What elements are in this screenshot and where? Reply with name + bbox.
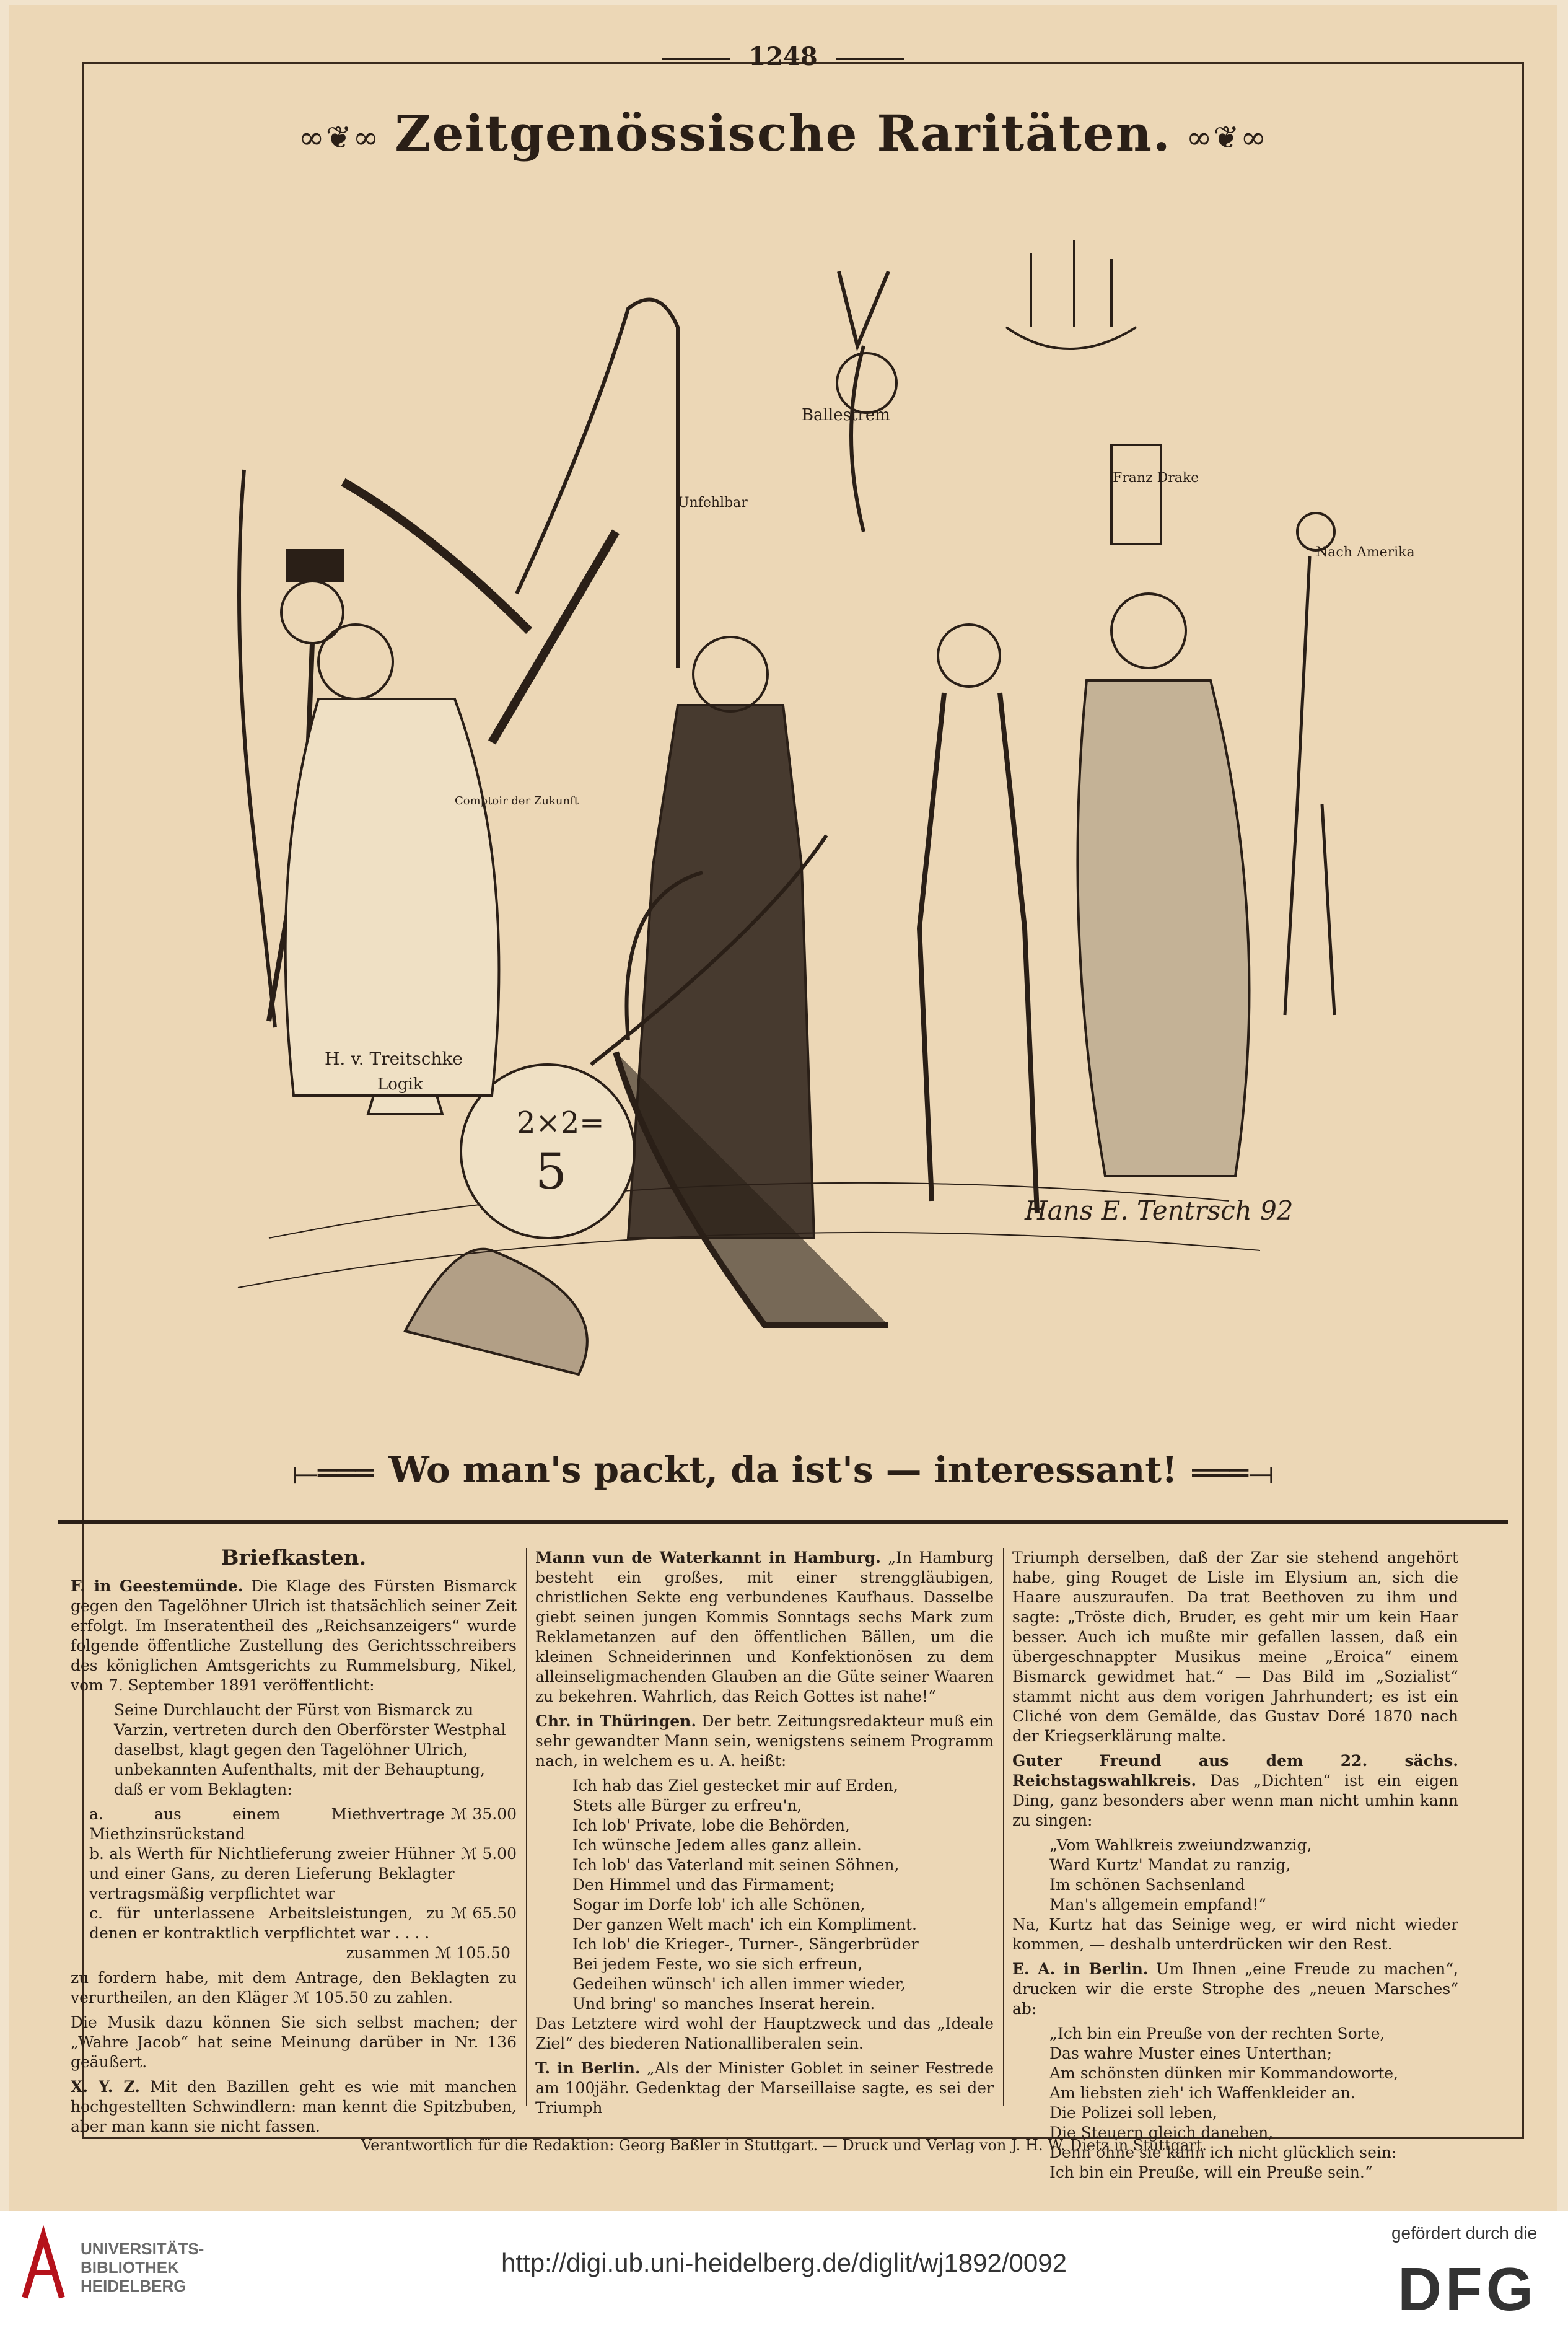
funding-label: gefördert durch die (1391, 2223, 1537, 2243)
entry-head: F. in Geestemünde. (71, 1577, 243, 1595)
entry-quote: Seine Durchlaucht der Fürst von Bismarck zu Varzin, vertreten durch den Oberförster Westphal daselbst, klagt gegen den Tagelöhner Ulrich, unbekannten Aufenthalts, mit der Behauptung, daß er vom Beklagten: (114, 1701, 506, 1798)
entry-head: Mann vun de Waterkannt in Hamburg. (535, 1549, 881, 1567)
digitization-bar (0, 2211, 1568, 2325)
column-briefkasten: Briefkasten. F. in Geestemünde. Die Klage des Fürsten Bismarck gegen den Tagelöhner Ulrich ist thatsächlich seiner Zeit erfolgt. Im Inseratentheil des „Reichsanzeigers“ wurde folgende öffentliche Zustellung des Gerichtsschreibers des königlichen Amtsgerichts zu Rummelsburg, Nikel, vom 7. September 1891 veröffentlicht: Seine Durchlaucht der Fürst von Bismarck zu Varzin, vertreten durch den Oberförster Westphal daselbst, klagt gegen den Tagelöhner Ulrich, unbekannten Aufenthalts, mit der Behauptung, daß er vom Beklagten: a. aus einem Miethvertrage Miethzinsrückstand ℳ 35.00 b. als Werth für Nichtlieferung zweier Hühner und einer Gans, zu deren Lieferung Beklagter vertragsmäßig verpflichtet war ℳ 5.00 c. für unterlassene Arbeitsleistungen, zu denen er kontraktlich verpflichtet war . . . . ℳ 65.50 zusammen ℳ 105.50 zu fordern habe, mit dem Antrage, den Beklagten zu verurtheilen, an den Kläger ℳ 105.50 zu zahlen. Die Musik dazu können Sie sich selbst machen; der „Wahre Jacob“ hat seine Meinung darüber in Nr. 136 geäußert. X. Y. Z. Mit den Bazillen geht es wie mit manchen hochgestellten Schwindlern: man kennt die Spitzbuben, aber man kann sie nicht fassen. (71, 1545, 517, 2135)
ornament-right-icon: ∞❦∞ (1186, 120, 1268, 156)
claim-item: c. für unterlassene Arbeitsleistungen, zu denen er kontraktlich verpflichtet war . . . . ℳ 65.50 (89, 1904, 517, 1942)
page-sheet (9, 5, 1557, 2211)
label-two-times-two: 2×2= (517, 1105, 605, 1140)
label-ballestrem: Ballestrem (802, 406, 890, 424)
section-rule (58, 1520, 1508, 1524)
claims-list (71, 1804, 517, 1963)
entry-head: X. Y. Z. (71, 2078, 140, 2096)
cartoon-illustration (145, 185, 1415, 1412)
entry-head: E. A. in Berlin. (1012, 1960, 1149, 1978)
page-number: 1248 (9, 42, 1557, 71)
column-two: Mann vun de Waterkannt in Hamburg. „In Hamburg besteht ein großes, mit einer strenggläubigen, christlichen Sekte eng verbundenes Kaufhaus. Dasselbe giebt seinen jungen Kommis Sonntags sechs Mark zum Reklametanzen auf den öffentlichen Bällen, um die kleinen Schneiderinnen und Konfektionösen zu dem alleinseligmachenden Glauben an die Güte seiner Waaren zu bekehren. Wahrlich, das Reich Gottes ist nahe!“ Chr. in Thüringen. Der betr. Zeitungsredakteur muß ein sehr gewandter Mann sein, wenigstens seinem Programm nach, in welchem es u. A. heißt: Ich hab das Ziel gestecket mir auf Erden, Stets alle Bürger zu erfreu'n, Ich lob' Private, lobe die Behörden, Ich wünsche Jedem alles ganz allein. Ich lob' das Vaterland mit seinen Söhnen, Den Himmel und das Firmament; Sogar im Dorfe lob' ich alle Schönen, Der ganzen Welt mach' ich ein Kompliment. Ich lob' die Krieger-, Turner-, Sängerbrüder Bei jedem Feste, wo sie sich erfreun, Gedeihen wünsch' ich allen immer wieder, Und bring' so manches Inserat herein. Das Letztere wird wohl der Hauptzweck und das „Ideale Ziel“ des biederen Nationalliberalen sein. T. in Berlin. „Als der Minister Goblet in seiner Festrede am 100jähr. Gedenktag der Marseillaise sagte, es sei der Triumph (535, 1549, 994, 2117)
artist-signature: Hans E. Tentrsch 92 (1025, 1195, 1294, 1226)
dfg-logo: DFG (1398, 2255, 1537, 2323)
label-unfehlbar: Unfehlbar (678, 495, 748, 511)
caption-ornament-left-icon: ⟝═══ (292, 1454, 374, 1491)
label-five: 5 (535, 1143, 567, 1200)
briefkasten-heading: Briefkasten. (221, 1545, 367, 1570)
entry-head: Chr. in Thüringen. (535, 1712, 697, 1730)
column-divider (1003, 1548, 1004, 2106)
page-title: ∞❦∞ Zeitgenössische Raritäten. ∞❦∞ (299, 104, 1268, 162)
ornament-left-icon: ∞❦∞ (299, 120, 380, 156)
source-url-link[interactable]: http://digi.ub.uni-heidelberg.de/diglit/wj1892/0092 (501, 2248, 1067, 2277)
imprint-footer: Verantwortlich für die Redaktion: Georg Baßler in Stuttgart. — Druck und Verlag von J. H. W. Dietz in Stuttgart. (361, 2137, 1207, 2154)
library-name: UNIVERSITÄTS- BIBLIOTHEK HEIDELBERG (81, 2239, 204, 2295)
poem-block: Ich hab das Ziel gestecket mir auf Erden, Stets alle Bürger zu erfreu'n, Ich lob' Private, lobe die Behörden, Ich wünsche Jedem alles ganz allein. Ich lob' das Vaterland mit seinen Söhnen, Den Himmel und das Firmament; Sogar im Dorfe lob' ich alle Schönen, Der ganzen Welt mach' ich ein Kompliment. Ich lob' die Krieger-, Turner-, Sängerbrüder Bei jedem Feste, wo sie sich erfreun, Gedeihen wünsch' ich allen immer wieder, Und bring' so manches Inserat herein. (572, 1777, 919, 2013)
poem-block: „Vom Wahlkreis zweiundzwanzig, Ward Kurtz' Mandat zu ranzig, Im schönen Sachsenland Man's allgemein empfand!“ (1049, 1836, 1312, 1914)
column-divider (526, 1548, 527, 2106)
label-nach-amerika: Nach Amerika (1316, 545, 1415, 560)
claims-total: zusammen ℳ 105.50 (346, 1944, 510, 1962)
claim-item: b. als Werth für Nichtlieferung zweier Hühner und einer Gans, zu deren Lieferung Beklagter vertragsmäßig verpflichtet war ℳ 5.00 (89, 1845, 517, 1902)
label-franz-drake: Franz Drake (1113, 470, 1199, 486)
label-comptoir: Comptoir der Zukunft (455, 794, 579, 807)
poem-block: „Ich bin ein Preuße von der rechten Sorte, Das wahre Muster eines Unterthan; Am schönsten dünken mir Kommandoworte, Am liebsten zieh' ich Waffenkleider an. Die Polizei soll leben, Die Steuern gleich daneben, Denn ohne sie kann ich nicht glücklich sein: Ich bin ein Preuße, will ein Preuße sein.“ (1049, 2024, 1399, 2181)
cartoon-caption: ⟝═══ Wo man's packt, da ist's — interessant! ═══⟞ (292, 1449, 1274, 1491)
label-treitschke: H. v. Treitschke (325, 1048, 463, 1069)
entry-head: T. in Berlin. (535, 2059, 641, 2077)
column-three: Triumph derselben, daß der Zar sie stehend angehört habe, ging Rouget de Lisle im Elysium an, sich die Haare auszuraufen. Da trat Beethoven zu ihm und sagte: „Tröste dich, Bruder, es geht mir um kein Haar besser. Auch ich mußte mir gefallen lassen, daß ein übergeschnappter Musikus meine „Eroica“ einem Bismarck gewidmet hat.“ — Das Bild im „Sozialist“ stammt nicht aus dem vorigen Jahrhundert; es ist ein Cliché von dem Gemälde, das Gustav Doré 1870 nach der Kriegserklärung malte. Guter Freund aus dem 22. sächs. Reichstagswahlkreis. Das „Dichten“ ist ein eigen Ding, ganz besonders aber wenn man nicht umhin kann zu singen: „Vom Wahlkreis zweiundzwanzig, Ward Kurtz' Mandat zu ranzig, Im schönen Sachsenland Man's allgemein empfand!“ Na, Kurtz hat das Seinige weg, er wird nicht wieder kommen, — deshalb unterdrücken wir den Rest. E. A. in Berlin. Um Ihnen „eine Freude zu machen“, drucken wir die erste Strophe des „neuen Marsches“ ab: „Ich bin ein Preuße von der rechten Sorte, Das wahre Muster eines Unterthan; Am schönsten dünken mir Kommandoworte, Am liebsten zieh' ich Waffenkleider an. Die Polizei soll leben, Die Steuern gleich daneben, Denn ohne sie kann ich nicht glücklich sein: Ich bin ein Preuße, will ein Preuße sein.“ (1012, 1549, 1458, 2181)
claim-item: a. aus einem Miethvertrage Miethzinsrückstand ℳ 35.00 (89, 1805, 517, 1843)
label-logik: Logik (377, 1075, 423, 1094)
caption-ornament-right-icon: ═══⟞ (1192, 1454, 1274, 1491)
entry-head: Guter Freund aus dem 22. sächs. Reichstagswahlkreis. (1012, 1752, 1458, 1790)
